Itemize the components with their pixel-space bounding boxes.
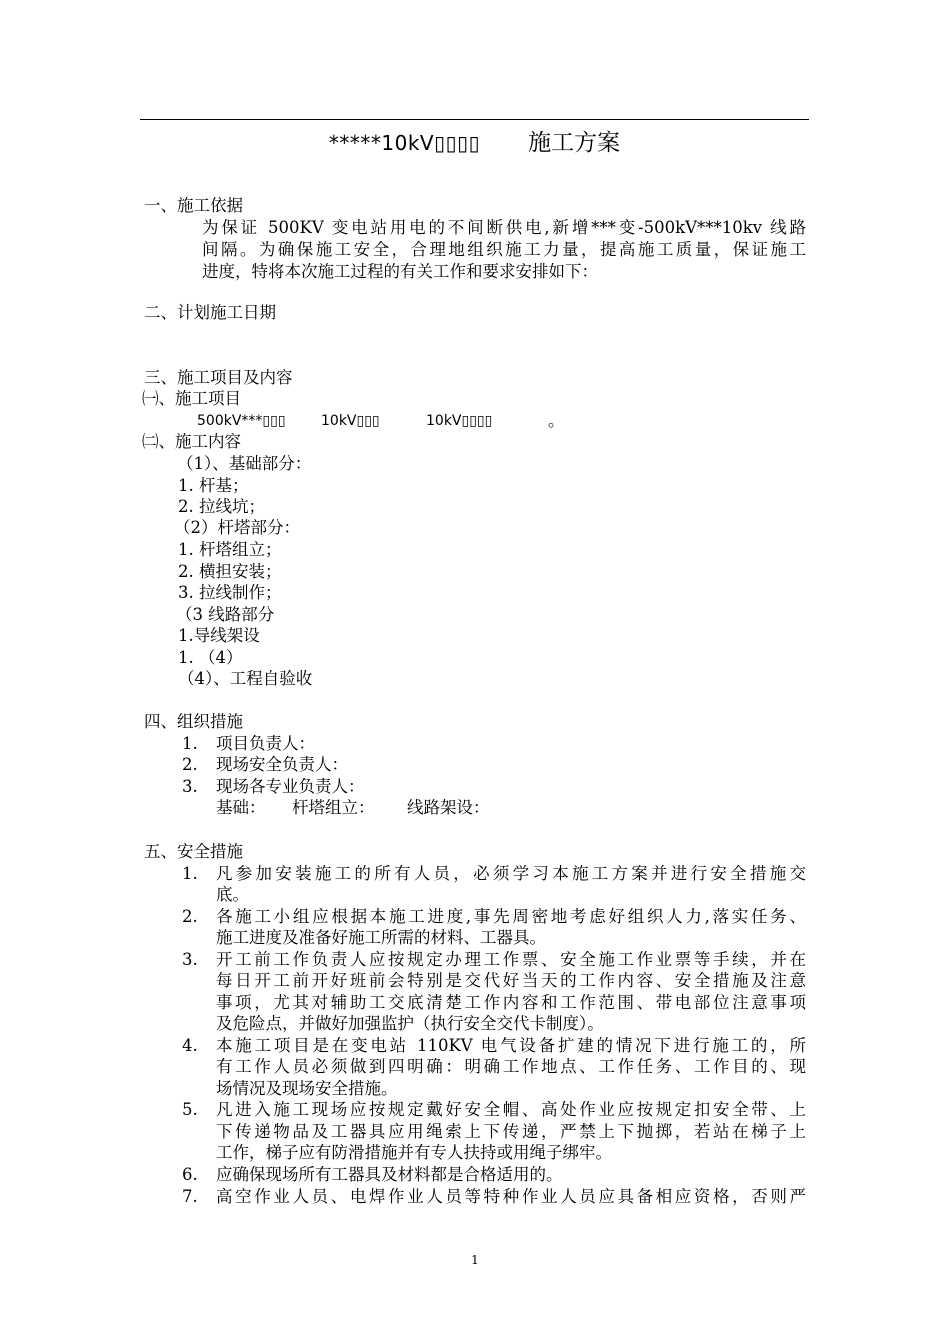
org-item: 现场安全负责人：	[216, 755, 348, 774]
section-3-heading: 三、施工项目及内容	[144, 368, 293, 387]
list-number: 2.	[182, 755, 198, 774]
title-part-1: *****10kV▯▯▯▯	[328, 131, 481, 155]
list-number: 7.	[182, 1187, 198, 1206]
content-item: 1. （4）	[178, 648, 243, 667]
content-item: （2）杆塔部分：	[174, 518, 300, 537]
role-line: 线路架设：	[407, 798, 490, 817]
subsection-project-heading: ㈠、施工项目	[142, 389, 241, 408]
safety-line: 本施工项目是在变电站 110KV 电气设备扩建的情况下进行施工的，所	[216, 1036, 806, 1055]
role-tower: 杆塔组立：	[292, 798, 375, 817]
list-number: 6.	[182, 1165, 198, 1184]
content-item: （1）、基础部分：	[177, 454, 312, 473]
list-number: 4.	[182, 1036, 198, 1055]
content-item: 2. 横担安装；	[178, 562, 282, 581]
section-1-heading: 一、施工依据	[144, 196, 243, 215]
project-item-c: 10kV▯▯▯▯	[426, 413, 493, 429]
page-number: 1	[471, 1253, 479, 1267]
safety-line: 每日开工前开好班前会特别是交代好当天的工作内容、安全措施及注意	[216, 971, 806, 990]
list-number: 1.	[182, 864, 198, 883]
header-rule	[140, 119, 809, 120]
section-2-heading: 二、计划施工日期	[144, 303, 276, 322]
safety-line: 下传递物品及工器具应用绳索上下传递，严禁上下抛掷，若站在梯子上	[216, 1122, 806, 1141]
content-item: 1.导线架设	[178, 626, 260, 645]
safety-line: 开工前工作负责人应按规定办理工作票、安全施工作业票等手续，并在	[216, 950, 806, 969]
list-number: 2.	[182, 907, 198, 926]
list-number: 5.	[182, 1100, 198, 1119]
safety-line: 凡参加安装施工的所有人员，必须学习本施工方案并进行安全措施交	[216, 864, 806, 883]
safety-line: 有工作人员必须做到四明确：明确工作地点、工作任务、工作目的、现	[216, 1057, 806, 1076]
safety-line: 及危险点，并做好加强监护（执行安全交代卡制度）。	[216, 1014, 604, 1033]
project-item-b: 10kV▯▯▯	[321, 413, 380, 429]
content-item: 2. 拉线坑；	[178, 497, 265, 516]
safety-line: 高空作业人员、电焊作业人员等特种作业人员应具备相应资格，否则严	[216, 1187, 806, 1206]
org-item: 项目负责人：	[216, 734, 315, 753]
safety-line: 施工进度及准备好施工所需的材料、工器具。	[216, 928, 546, 947]
document-title	[140, 124, 809, 157]
safety-line: 凡进入施工现场应按规定戴好安全帽、高处作业应按规定扣安全带、上	[216, 1100, 806, 1119]
safety-line: 工作，梯子应有防滑措施并有专人扶持或用绳子绑牢。	[216, 1143, 612, 1162]
list-number: 1.	[182, 734, 198, 753]
list-number: 3.	[182, 777, 198, 796]
title-part-2: 施工方案	[528, 130, 621, 156]
content-item: 3. 拉线制作；	[178, 583, 282, 602]
org-item: 现场各专业负责人：	[216, 777, 365, 796]
safety-line: 各施工小组应根据本施工进度,事先周密地考虑好组织人力,落实任务、	[216, 907, 806, 926]
safety-line: 底。	[216, 885, 249, 904]
section-1-para-line: 进度，特将本次施工过程的有关工作和要求安排如下：	[202, 262, 598, 281]
project-item-end: 。	[548, 411, 565, 430]
safety-line: 场情况及现场安全措施。	[216, 1079, 398, 1098]
section-5-heading: 五、安全措施	[144, 842, 243, 861]
section-1-para-line: 间隔。为确保施工安全，合理地组织施工力量，提高施工质量，保证施工	[202, 240, 806, 259]
list-number: 3.	[182, 950, 198, 969]
project-item-a: 500kV***▯▯▯	[197, 413, 286, 429]
safety-line: 应确保现场所有工器具及材料都是合格适用的。	[216, 1165, 563, 1184]
subsection-content-heading: ㈡、施工内容	[142, 432, 241, 451]
content-item: （4）、工程自验收	[178, 669, 313, 688]
content-item: 1. 杆基；	[178, 476, 249, 495]
role-foundation: 基础：	[216, 798, 266, 817]
section-4-heading: 四、组织措施	[144, 712, 243, 731]
section-1-para-line: 为保证 500KV 变电站用电的不间断供电,新增***变-500kV***10kv 线路	[202, 218, 806, 237]
content-item: （3 线路部分	[176, 605, 275, 624]
safety-line: 事项，尤其对辅助工交底清楚工作内容和工作范围、带电部位注意事项	[216, 993, 806, 1012]
content-item: 1. 杆塔组立；	[178, 540, 282, 559]
